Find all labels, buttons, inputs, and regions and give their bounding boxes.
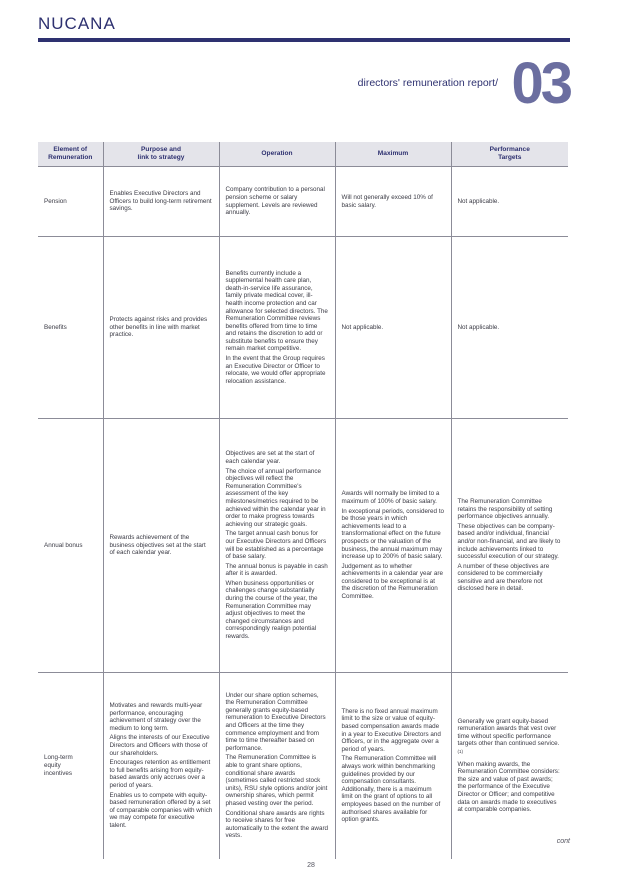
header-element: Element of Remuneration: [38, 142, 103, 167]
operation-cell: [219, 237, 335, 419]
page-number: 28: [307, 862, 315, 869]
purpose-paragraph: Rewards achievement of the business objectives set at the start of each calendar year.: [109, 534, 206, 557]
maximum-paragraph: Will not generally exceed 10% of basic salary.: [341, 193, 433, 209]
header-rule: [38, 38, 570, 42]
targets-cell: [451, 237, 568, 419]
company-logo: NUCANA: [38, 14, 116, 33]
header-maximum: Maximum: [335, 142, 451, 167]
targets-cell: [451, 673, 568, 859]
operation-paragraph: Under our share option schemes, the Remuneration Committee generally grants equity-based remuneration to Executive Directors and Officers at the time they commence employment and from time to time thereafter based on performance.: [225, 691, 326, 752]
purpose-paragraph: Motivates and rewards multi-year performance, encouraging achievement of strategy over the medium to long term.: [109, 702, 203, 732]
targets-cell: [451, 419, 568, 673]
header-purpose: Purpose and link to strategy: [103, 142, 219, 167]
operation-paragraph: The Remuneration Committee is able to grant share options, conditional share awards (sometimes called restricted stock units), RSU style options and/or joint ownership shares, which permit phased vesting over the period.: [225, 754, 328, 807]
table-header-row: [38, 142, 568, 167]
maximum-paragraph: Awards will normally be limited to a maximum of 100% of basic salary.: [341, 490, 440, 505]
operation-paragraph: The choice of annual performance objectives will reflect the Remuneration Committee's assessment of the key milestones/metrics required to be achieved within the calendar year in order to make progress towards achieving our strategic goals.: [225, 467, 326, 528]
operation-paragraph: Objectives are set at the start of each calendar year.: [225, 450, 315, 465]
purpose-paragraph: Aligns the interests of our Executive Directors and Officers with those of our shareholders.: [109, 734, 210, 757]
operation-paragraph: When business opportunities or challenges change substantially during the course of the year, the Remuneration Committee may adjust objectives to meet the changed circumstances and correspondingly realign potential rewards.: [225, 579, 318, 641]
purpose-cell: [103, 419, 219, 673]
maximum-cell: [335, 673, 451, 859]
section-title: directors' remuneration report/: [357, 77, 498, 89]
element-cell: Long-term equity incentives: [38, 673, 103, 859]
section-number: 03: [511, 51, 570, 116]
row-annual-bonus: [38, 419, 568, 673]
row-pension: [38, 167, 568, 237]
maximum-paragraph: Judgement as to whether achievements in a calendar year are considered to be exceptional is at the discretion of the Remuneration Committee.: [341, 562, 444, 601]
targets-paragraph: When making awards, the Remuneration Committee considers: the size and value of past awards; the performance of the Executive Director or Officer; and competitive data on awards made to executives at comparable companies.: [457, 760, 560, 814]
purpose-paragraph: Protects against risks and provides other benefits in line with market practice.: [109, 316, 208, 339]
element-cell: Benefits: [38, 237, 103, 419]
operation-cell: [219, 673, 335, 859]
maximum-cell: [335, 167, 451, 237]
maximum-paragraph: There is no fixed annual maximum limit to the size or value of equity-based compensation awards made in a year to Executive Directors and Officers, or in the aggregate over a period of years.: [341, 707, 441, 753]
maximum-cell: [335, 419, 451, 673]
header-operation: Operation: [219, 142, 335, 167]
targets-cell: [451, 167, 568, 237]
targets-paragraph: Generally we grant equity-based remuneration awards that vest over time without specific performance targets other than continued service.$^{(1)}$: [457, 717, 560, 755]
purpose-paragraph: Enables us to compete with equity-based remuneration offered by a set of comparable companies with which we may compete for executive talent.: [109, 791, 213, 829]
continued-note: cont: [556, 838, 570, 845]
maximum-paragraph: The Remuneration Committee will always work within benchmarking guidelines provided by our compensation consultants. Additionally, there is a maximum limit on the grant of options to all employees based on the number of authorised shares available for option grants.: [341, 755, 441, 824]
operation-paragraph: Company contribution to a personal pension scheme or salary supplement. Levels are reviewed annually.: [225, 186, 325, 217]
operation-paragraph: The target annual cash bonus for our Executive Directors and Officers will be established as a percentage of base salary.: [225, 530, 327, 561]
remuneration-policy-table: [38, 142, 568, 859]
targets-paragraph: Not applicable.: [457, 323, 500, 331]
purpose-cell: [103, 167, 219, 237]
header-targets: Performance Targets: [451, 142, 568, 167]
operation-paragraph: Benefits currently include a supplemental health care plan, death-in-service life assurance, family private medical cover, ill-health income protection and car allowance for selected directors. The Remuneration Committee reviews benefits offered from time to time and retains the discretion to add or substitute benefits to ensure they remain market competitive.: [225, 269, 328, 353]
purpose-cell: [103, 673, 219, 859]
targets-paragraph: A number of these objectives are considered to be commercially sensitive and are therefore not disclosed here in detail.: [457, 562, 550, 593]
element-cell: Annual bonus: [38, 419, 103, 673]
targets-paragraph: These objectives can be company-based and/or individual, financial and/or non-financial, and are likely to include achievements linked to successful execution of our strategy.: [457, 522, 561, 561]
purpose-cell: [103, 237, 219, 419]
operation-cell: [219, 419, 335, 673]
operation-paragraph: In the event that the Group requires an Executive Director or Officer to relocate, we would offer appropriate relocation assistance.: [225, 355, 326, 385]
row-long-term-equity: [38, 673, 568, 859]
purpose-paragraph: Encourages retention as entitlement to full benefits arising from equity-based awards only accrues over a period of years.: [109, 759, 211, 789]
operation-paragraph: Conditional share awards are rights to receive shares for free automatically to the extent the award vests.: [225, 809, 329, 840]
maximum-cell: [335, 237, 451, 419]
maximum-paragraph: In exceptional periods, considered to be those years in which achievements lead to a transformational effect on the future prospects or the valuation of the business, the annual maximum may increase up to 200% of basic salary.: [341, 507, 445, 561]
footnote-marker: (1): [457, 749, 463, 755]
operation-paragraph: The annual bonus is payable in cash after it is awarded.: [225, 562, 328, 578]
maximum-paragraph: Not applicable.: [341, 323, 384, 331]
purpose-paragraph: Enables Executive Directors and Officers to build long-term retirement savings.: [109, 190, 212, 213]
operation-cell: [219, 167, 335, 237]
targets-paragraph: Not applicable.: [457, 197, 500, 205]
targets-paragraph: The Remuneration Committee retains the responsibility of setting performance objectives annually.: [457, 497, 553, 521]
row-benefits: [38, 237, 568, 419]
element-cell: Pension: [38, 167, 103, 237]
